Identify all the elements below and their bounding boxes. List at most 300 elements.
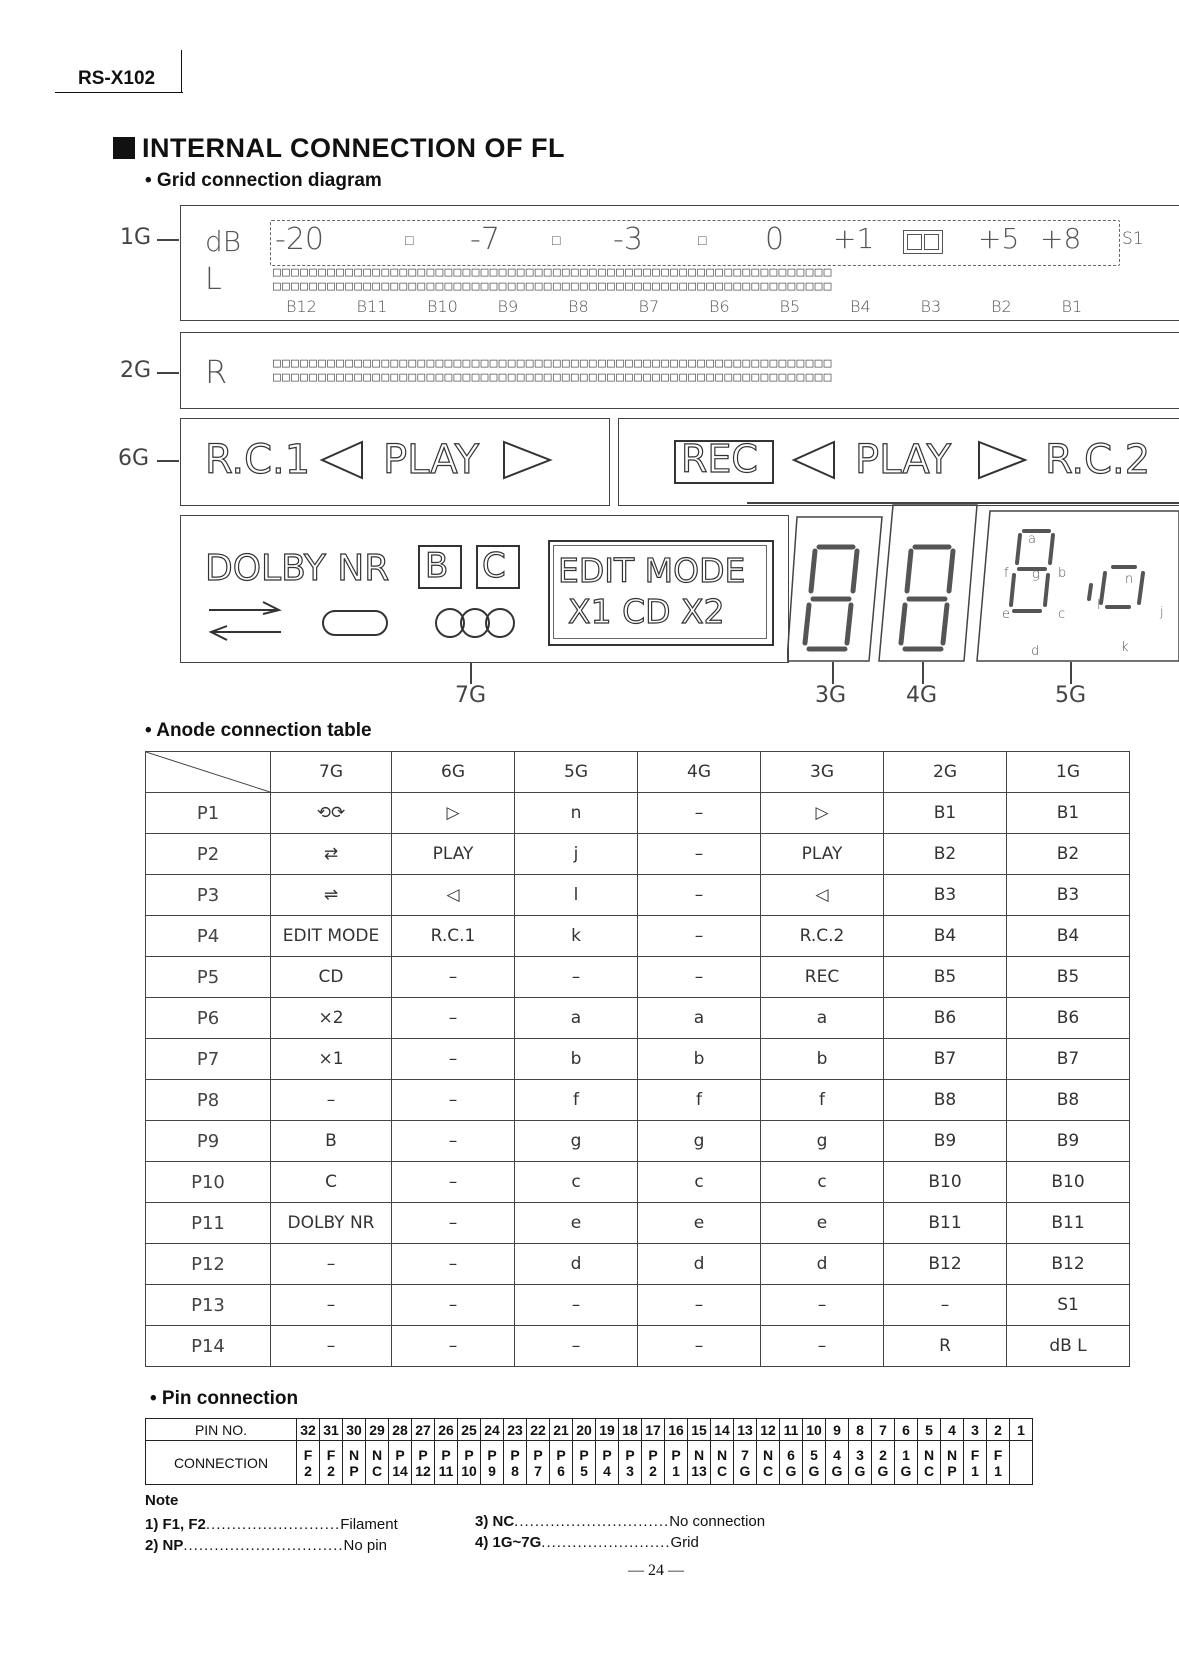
- segment-letter: e: [1002, 607, 1010, 622]
- pin-connection-bottom: 1: [971, 1462, 979, 1479]
- repeat-icon: [315, 605, 395, 641]
- pin-connection-top: P: [533, 1446, 543, 1463]
- anode-cell: PLAY: [761, 834, 884, 875]
- right-triangle-icon: [500, 440, 554, 480]
- label-4g-tick: [922, 662, 924, 684]
- anode-pin-label: P13: [146, 1285, 271, 1326]
- pin-number-row: [146, 1419, 1033, 1441]
- anode-cell: g: [761, 1121, 884, 1162]
- pin-connection-top: N: [946, 1446, 958, 1463]
- notes-heading: Note: [145, 1492, 179, 1509]
- note-4: 4) 1G~7G.........................Grid: [475, 1534, 699, 1551]
- anode-cell: a: [761, 998, 884, 1039]
- anode-cell: R.C.2: [761, 916, 884, 957]
- pin-connection-top: P: [418, 1446, 428, 1463]
- pin-connection-bottom: 7: [534, 1462, 542, 1479]
- pin-connection-top: N: [693, 1446, 705, 1463]
- anode-cell: B10: [884, 1162, 1007, 1203]
- label-2g-tick: [157, 372, 179, 374]
- anode-cell: B2: [1007, 834, 1130, 875]
- dot-matrix-row-l1: □□□□□□□□□□□□□□□□□□□□□□□□□□□□□□□□□□□□□□□□□□□□□□□□□□□□□□□□□□□□□□: [273, 265, 833, 280]
- pin-number-cell: 27: [412, 1419, 435, 1441]
- anode-cell: B8: [1007, 1080, 1130, 1121]
- pin-connection-bottom: 5: [580, 1462, 588, 1479]
- pin-connection-bottom: 2: [304, 1462, 312, 1479]
- model-number: RS-X102: [78, 68, 156, 89]
- left-triangle-icon: [318, 440, 366, 480]
- r-label: R: [205, 353, 228, 391]
- pin-connection-top: P: [625, 1446, 635, 1463]
- anode-cell: B10: [1007, 1162, 1130, 1203]
- anode-cell: PLAY: [392, 834, 515, 875]
- anode-cell: b: [638, 1039, 761, 1080]
- pin-connection-top: N: [348, 1446, 360, 1463]
- pin-connection-cell: [688, 1441, 711, 1485]
- pin-connection-top: F: [303, 1446, 313, 1463]
- pin-connection-top: P: [464, 1446, 474, 1463]
- pin-connection-cell: [527, 1441, 550, 1485]
- block-label: B11: [356, 297, 388, 316]
- pin-connection-cell: [642, 1441, 665, 1485]
- pin-connection-top: 7: [741, 1446, 749, 1463]
- anode-cell: –: [638, 957, 761, 998]
- pin-connection-top: F: [993, 1446, 1003, 1463]
- pin-connection-cell: [619, 1441, 642, 1485]
- anode-row: [146, 998, 1130, 1039]
- anode-pin-label: P7: [146, 1039, 271, 1080]
- anode-row: [146, 1326, 1130, 1367]
- pin-number-cell: 21: [550, 1419, 573, 1441]
- anode-pin-label: P12: [146, 1244, 271, 1285]
- pin-connection-cell: [872, 1441, 895, 1485]
- pin-number-cell: 10: [803, 1419, 826, 1441]
- anode-cell: ◁: [761, 875, 884, 916]
- pin-number-cell: 16: [665, 1419, 688, 1441]
- anode-cell: –: [392, 998, 515, 1039]
- pin-connection-bottom: 2: [327, 1462, 335, 1479]
- pin-number-cell: 19: [596, 1419, 619, 1441]
- anode-cell: –: [392, 1162, 515, 1203]
- anode-cell: e: [515, 1203, 638, 1244]
- pin-connection-top: P: [395, 1446, 405, 1463]
- pin-number-cell: 26: [435, 1419, 458, 1441]
- pin-number-cell: 13: [734, 1419, 757, 1441]
- anode-cell: B1: [1007, 793, 1130, 834]
- segment-letter: j: [1160, 605, 1164, 620]
- anode-cell: ▷: [392, 793, 515, 834]
- pin-connection-bottom: 10: [461, 1462, 477, 1479]
- block-label: B3: [920, 297, 942, 316]
- pin-connection-bottom: P: [947, 1462, 957, 1479]
- pin-connection-cell: [297, 1441, 320, 1485]
- pin-connection-top: N: [716, 1446, 728, 1463]
- note-1: 1) F1, F2..........................Filament: [145, 1516, 398, 1533]
- block-label: B1: [1061, 297, 1083, 316]
- anode-row: [146, 1162, 1130, 1203]
- pin-number-cell: 5: [918, 1419, 941, 1441]
- anode-cell: B: [271, 1121, 392, 1162]
- pin-connection-top: N: [371, 1446, 383, 1463]
- anode-cell: S1: [1007, 1285, 1130, 1326]
- pin-connection-bottom: G: [831, 1462, 843, 1479]
- note-4-term: 4) 1G~7G: [475, 1534, 542, 1551]
- pin-connection-top: 6: [787, 1446, 795, 1463]
- pin-connection-top: P: [487, 1446, 497, 1463]
- pin-connection-cell: [389, 1441, 412, 1485]
- anode-cell: –: [392, 1285, 515, 1326]
- anode-cell: b: [761, 1039, 884, 1080]
- anode-row: [146, 793, 1130, 834]
- anode-cell: B7: [1007, 1039, 1130, 1080]
- segment-letter: a: [1028, 532, 1036, 547]
- label-1g-tick: [157, 239, 179, 241]
- block-label: B2: [991, 297, 1012, 316]
- anode-cell: c: [515, 1162, 638, 1203]
- pin-connection-top: P: [602, 1446, 612, 1463]
- pin-connection-top: P: [441, 1446, 451, 1463]
- pin-number-cell: 25: [458, 1419, 481, 1441]
- play-label-right: PLAY: [855, 437, 952, 483]
- anode-header-row: [146, 752, 1130, 793]
- segment-letter: c: [1058, 607, 1066, 622]
- level-plus8: +8: [1040, 222, 1082, 255]
- b-box-label: B: [425, 546, 449, 586]
- anode-cell: B5: [884, 957, 1007, 998]
- anode-heading: • Anode connection table: [145, 720, 372, 741]
- pin-connection-bottom: 12: [415, 1462, 431, 1479]
- pin-connection-top: 2: [879, 1446, 887, 1463]
- pin-connection-cell: [941, 1441, 964, 1485]
- pin-connection-cell: [481, 1441, 504, 1485]
- anode-cell: B9: [1007, 1121, 1130, 1162]
- pin-connection-top: P: [648, 1446, 658, 1463]
- anode-col-5g: 5G: [515, 752, 638, 793]
- anode-cell: B7: [884, 1039, 1007, 1080]
- pin-number-cell: 2: [987, 1419, 1010, 1441]
- pin-heading: • Pin connection: [150, 1388, 299, 1409]
- block-label: B9: [497, 297, 519, 316]
- anode-row: [146, 1285, 1130, 1326]
- note-1-term: 1) F1, F2: [145, 1516, 206, 1533]
- anode-cell: ▷: [761, 793, 884, 834]
- pin-connection-cell: [412, 1441, 435, 1485]
- anode-cell: d: [761, 1244, 884, 1285]
- level-dot-1: □: [405, 233, 414, 249]
- rec-label: REC: [681, 437, 758, 481]
- label-3g: 3G: [815, 683, 847, 708]
- double-repeat-icon: [425, 603, 520, 643]
- block-label: B6: [709, 297, 730, 316]
- anode-cell: ⟲⟳: [271, 793, 392, 834]
- anode-row: [146, 916, 1130, 957]
- pin-number-cell: 18: [619, 1419, 642, 1441]
- anode-cell: f: [515, 1080, 638, 1121]
- anode-cell: –: [392, 1326, 515, 1367]
- anode-cell: –: [638, 1285, 761, 1326]
- segment-letter: k: [1121, 640, 1129, 655]
- pin-connection-cell: [734, 1441, 757, 1485]
- note-3: 3) NC..............................No connection: [475, 1513, 766, 1530]
- anode-cell: –: [515, 1285, 638, 1326]
- title-square-icon: [113, 137, 135, 159]
- pin-connection-top: P: [671, 1446, 681, 1463]
- pin-connection-cell: [366, 1441, 389, 1485]
- pin-connection-cell: [596, 1441, 619, 1485]
- level-dot-3: □: [698, 233, 707, 249]
- anode-cell: R.C.1: [392, 916, 515, 957]
- s1-label: S1: [1122, 229, 1144, 249]
- anode-cell: B9: [884, 1121, 1007, 1162]
- anode-pin-label: P2: [146, 834, 271, 875]
- pin-connection-top: N: [762, 1446, 774, 1463]
- connection-label: CONNECTION: [146, 1441, 297, 1485]
- left-triangle-icon-2: [790, 440, 838, 480]
- label-1g: 1G: [120, 225, 152, 250]
- pin-connection-bottom: 6: [557, 1462, 565, 1479]
- anode-cell: g: [638, 1121, 761, 1162]
- direction-arrows-icon: [205, 600, 285, 642]
- pin-number-cell: 1: [1010, 1419, 1033, 1441]
- note-1-def: Filament: [340, 1516, 398, 1533]
- anode-cell: B12: [1007, 1244, 1130, 1285]
- anode-col-6g: 6G: [392, 752, 515, 793]
- note-2-def: No pin: [343, 1537, 387, 1554]
- anode-cell: dB L: [1007, 1326, 1130, 1367]
- pin-number-cell: 31: [320, 1419, 343, 1441]
- pin-connection-bottom: 1: [672, 1462, 680, 1479]
- pin-connection-cell: [458, 1441, 481, 1485]
- pin-connection-bottom: 8: [511, 1462, 519, 1479]
- anode-pin-label: P5: [146, 957, 271, 998]
- db-label: dB: [205, 225, 242, 258]
- anode-cell: REC: [761, 957, 884, 998]
- pin-connection-bottom: 1: [994, 1462, 1002, 1479]
- anode-cell: B12: [884, 1244, 1007, 1285]
- pin-no-label: PIN NO.: [146, 1419, 297, 1441]
- pin-connection-cell: [918, 1441, 941, 1485]
- pin-number-cell: 11: [780, 1419, 803, 1441]
- pin-number-cell: 23: [504, 1419, 527, 1441]
- edit-mode-label: EDIT MODE: [558, 551, 746, 590]
- anode-row: [146, 1039, 1130, 1080]
- anode-cell: B3: [884, 875, 1007, 916]
- x1-cd-x2-label: X1 CD X2: [568, 592, 725, 631]
- pin-number-cell: 24: [481, 1419, 504, 1441]
- pin-connection-top: P: [556, 1446, 566, 1463]
- pin-connection-cell: [964, 1441, 987, 1485]
- anode-cell: B6: [884, 998, 1007, 1039]
- c-box-label: C: [482, 546, 506, 586]
- pin-number-cell: 8: [849, 1419, 872, 1441]
- anode-cell: –: [392, 1080, 515, 1121]
- anode-col-7g: 7G: [271, 752, 392, 793]
- block-label: B8: [568, 297, 589, 316]
- pin-connection-bottom: 3: [626, 1462, 634, 1479]
- pin-connection-cell: [550, 1441, 573, 1485]
- anode-cell: d: [515, 1244, 638, 1285]
- anode-cell: c: [638, 1162, 761, 1203]
- level-minus3: -3: [613, 222, 643, 257]
- pin-number-cell: 17: [642, 1419, 665, 1441]
- pin-connection-bottom: P: [349, 1462, 359, 1479]
- anode-cell: B4: [884, 916, 1007, 957]
- pin-number-cell: 29: [366, 1419, 389, 1441]
- anode-cell: –: [271, 1285, 392, 1326]
- anode-cell: –: [884, 1285, 1007, 1326]
- pin-connection-bottom: G: [808, 1462, 820, 1479]
- level-0: 0: [765, 222, 785, 257]
- header-rule: [55, 92, 183, 93]
- note-2-term: 2) NP: [145, 1537, 184, 1554]
- pin-connection-bottom: G: [900, 1462, 912, 1479]
- anode-pin-label: P8: [146, 1080, 271, 1121]
- page-number: — 24 —: [628, 1562, 684, 1579]
- pin-number-cell: 20: [573, 1419, 596, 1441]
- anode-pin-label: P6: [146, 998, 271, 1039]
- label-2g: 2G: [120, 358, 152, 383]
- pin-connection-cell: [504, 1441, 527, 1485]
- pin-number-cell: 4: [941, 1419, 964, 1441]
- anode-cell: ×2: [271, 998, 392, 1039]
- pin-connection-cell: [780, 1441, 803, 1485]
- play-label-left: PLAY: [383, 437, 480, 483]
- anode-row: [146, 1244, 1130, 1285]
- pin-connection-bottom: 4: [603, 1462, 611, 1479]
- pin-connection-cell: [826, 1441, 849, 1485]
- anode-cell: R: [884, 1326, 1007, 1367]
- pin-connection-top: P: [579, 1446, 589, 1463]
- anode-row: [146, 834, 1130, 875]
- block-label: B10: [427, 297, 458, 316]
- pin-connection-bottom: G: [739, 1462, 751, 1479]
- pin-connection-top: F: [326, 1446, 336, 1463]
- pin-connection-top: 1: [902, 1446, 910, 1463]
- anode-col-4g: 4G: [638, 752, 761, 793]
- block-label: B12: [286, 297, 317, 316]
- pin-connection-bottom: C: [371, 1462, 383, 1479]
- pin-connection-cell: [1010, 1441, 1033, 1485]
- pin-connection-bottom: 2: [649, 1462, 657, 1479]
- dot-matrix-row-l2: □□□□□□□□□□□□□□□□□□□□□□□□□□□□□□□□□□□□□□□□□□□□□□□□□□□□□□□□□□□□□□: [273, 279, 833, 294]
- anode-cell: ◁: [392, 875, 515, 916]
- label-6g: 6G: [118, 446, 150, 471]
- pin-connection-cell: [803, 1441, 826, 1485]
- pin-connection-bottom: 14: [392, 1462, 408, 1479]
- anode-connection-table: [145, 751, 1130, 1367]
- note-3-term: 3) NC: [475, 1513, 515, 1530]
- anode-cell: CD: [271, 957, 392, 998]
- pin-connection-cell: [711, 1441, 734, 1485]
- anode-cell: –: [392, 1244, 515, 1285]
- anode-cell: –: [638, 916, 761, 957]
- note-4-def: Grid: [670, 1534, 699, 1551]
- label-7g-tick: [470, 662, 472, 684]
- pin-number-cell: 22: [527, 1419, 550, 1441]
- pin-connection-cell: [665, 1441, 688, 1485]
- anode-cell: B8: [884, 1080, 1007, 1121]
- dot-matrix-row-r2: □□□□□□□□□□□□□□□□□□□□□□□□□□□□□□□□□□□□□□□□□□□□□□□□□□□□□□□□□□□□□□: [273, 370, 833, 385]
- dolby-nr-label: DOLBY NR: [205, 548, 390, 589]
- pin-connection-bottom: G: [854, 1462, 866, 1479]
- anode-cell: c: [761, 1162, 884, 1203]
- pin-connection-bottom: G: [877, 1462, 889, 1479]
- pin-connection-top: 5: [810, 1446, 818, 1463]
- pin-connection-cell: [573, 1441, 596, 1485]
- pin-connection-top: 3: [856, 1446, 864, 1463]
- pin-connection-table: [145, 1418, 1033, 1485]
- anode-row: [146, 1121, 1130, 1162]
- pin-number-cell: 30: [343, 1419, 366, 1441]
- anode-cell: j: [515, 834, 638, 875]
- note-3-def: No connection: [669, 1513, 766, 1530]
- pin-connection-bottom: C: [716, 1462, 728, 1479]
- anode-cell: B3: [1007, 875, 1130, 916]
- anode-cell: B11: [884, 1203, 1007, 1244]
- anode-row: [146, 1203, 1130, 1244]
- note-2: 2) NP...............................No pin: [145, 1537, 387, 1554]
- anode-cell: B4: [1007, 916, 1130, 957]
- grid-heading: • Grid connection diagram: [145, 170, 382, 191]
- l-label: L: [205, 262, 222, 297]
- anode-cell: f: [761, 1080, 884, 1121]
- dot-matrix-row-r1: □□□□□□□□□□□□□□□□□□□□□□□□□□□□□□□□□□□□□□□□□□□□□□□□□□□□□□□□□□□□□□: [273, 356, 833, 371]
- anode-cell: a: [515, 998, 638, 1039]
- pin-connection-cell: [987, 1441, 1010, 1485]
- pin-connection-cell: [320, 1441, 343, 1485]
- anode-cell: –: [392, 1039, 515, 1080]
- pin-connection-bottom: C: [762, 1462, 774, 1479]
- anode-cell: –: [271, 1080, 392, 1121]
- pin-connection-top: 4: [833, 1446, 841, 1463]
- anode-cell: –: [761, 1326, 884, 1367]
- pin-connection-bottom: 11: [438, 1462, 454, 1479]
- pin-number-cell: 9: [826, 1419, 849, 1441]
- anode-cell: B1: [884, 793, 1007, 834]
- pin-connection-row: [146, 1441, 1033, 1485]
- label-7g: 7G: [455, 683, 487, 708]
- right-triangle-icon-2: [975, 440, 1029, 480]
- pin-connection-cell: [895, 1441, 918, 1485]
- anode-cell: ×1: [271, 1039, 392, 1080]
- anode-cell: –: [271, 1244, 392, 1285]
- label-5g-tick: [1070, 662, 1072, 684]
- anode-cell: –: [761, 1285, 884, 1326]
- anode-cell: –: [392, 1203, 515, 1244]
- anode-cell: f: [638, 1080, 761, 1121]
- anode-cell: n: [515, 793, 638, 834]
- anode-row: [146, 957, 1130, 998]
- pin-connection-bottom: C: [923, 1462, 935, 1479]
- pin-connection-cell: [849, 1441, 872, 1485]
- segment-letter: d: [1031, 644, 1040, 659]
- anode-cell: –: [392, 1121, 515, 1162]
- segment-letter: g: [1032, 567, 1040, 582]
- pin-number-cell: 15: [688, 1419, 711, 1441]
- anode-cell: –: [392, 957, 515, 998]
- anode-col-2g: 2G: [884, 752, 1007, 793]
- pin-number-cell: 28: [389, 1419, 412, 1441]
- anode-cell: C: [271, 1162, 392, 1203]
- pin-connection-top: P: [510, 1446, 520, 1463]
- block-label: B4: [850, 297, 871, 316]
- level-minus20: -20: [275, 222, 324, 257]
- anode-col-3g: 3G: [761, 752, 884, 793]
- label-5g: 5G: [1055, 683, 1087, 708]
- label-4g: 4G: [906, 683, 938, 708]
- pin-number-cell: 12: [757, 1419, 780, 1441]
- anode-pin-label: P1: [146, 793, 271, 834]
- anode-cell: –: [638, 875, 761, 916]
